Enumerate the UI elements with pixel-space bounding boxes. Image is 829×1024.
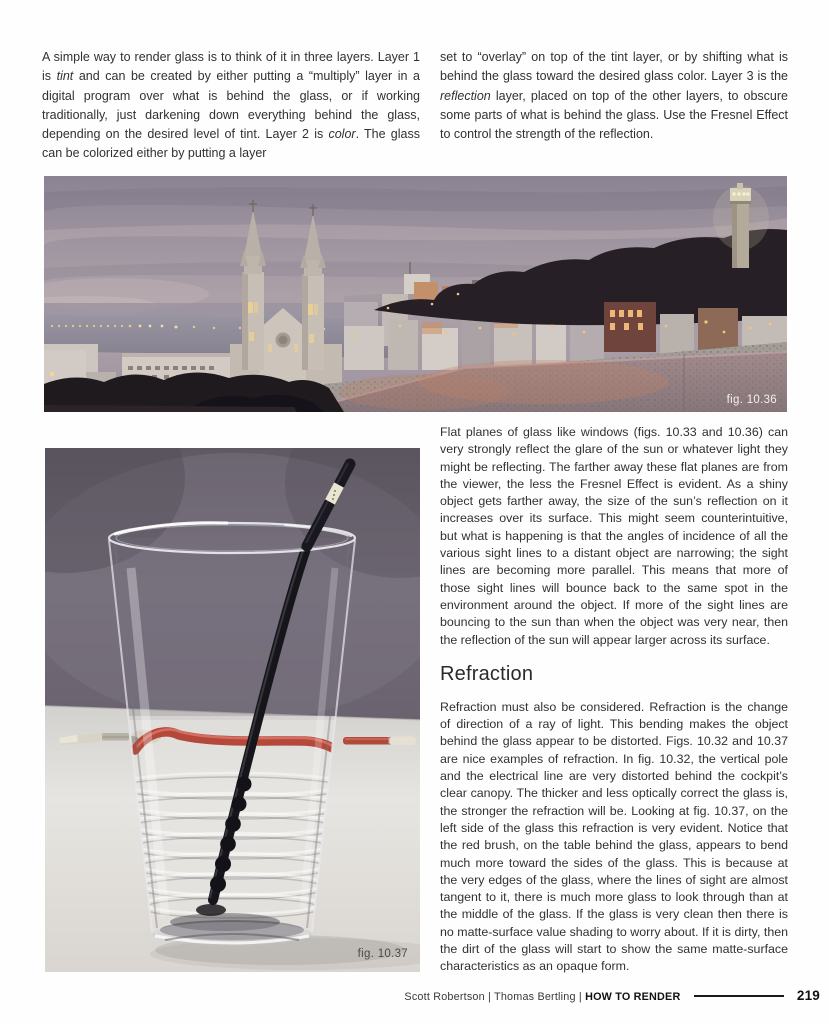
footer-page-number: 219	[796, 988, 820, 1003]
footer-authors: Scott Robertson | Thomas Bertling |	[404, 991, 582, 1003]
intro-left-paragraph	[42, 48, 420, 164]
intro-text: set to “overlay” on top of the tint layer, or by shifting what is behind the glass toward the desired glass color. Layer 3 is the	[440, 50, 788, 84]
body-paragraph-refraction: Refraction must also be considered. Refraction is the change of direction of a ray of light. This bending makes the object behind the glass appear to be distorted. Figs. 10.32 and 10.37 are nice examples of refraction. In fig. 10.32, the vertical pole and the electrical line are very distorted behind the cockpit’s clear canopy. The thicker and less optically correct the glass is, the stronger the refraction will be. Looking at fig. 10.37, on the left side of the glass this refraction is very evident. Notice that the red brush, on the table behind the glass, appears to bend much more toward the sides of the glass. This is because at the very edges of the glass, where the lines of sight are almost tangent to it, there is much more glass to look through than at the middle of the glass. If the glass is very clean then there is no matte-surface value shading to worry about. If it is dirty, then the dirt of the glass will start to show the same matte-surface characteristics as an opaque form.	[440, 699, 788, 974]
brush-handle-right	[343, 737, 416, 746]
intro-italic-tint: tint	[56, 69, 74, 84]
page-footer	[404, 988, 820, 1003]
footer-book-title: HOW TO RENDER	[585, 991, 681, 1003]
intro-italic-reflection: reflection	[440, 88, 491, 103]
body-paragraph-flat-planes: Flat planes of glass like windows (figs. 10.33 and 10.36) can very strongly reflect the glare of the sun or whatever light they might be reflecting. The farther away these flat planes are from the viewer, the less the Fresnel Effect is evident. As a shiny object gets farther away, the size of the sun’s reflection on it increases over its surface. This might seem counterintuitive, but what is happening is that the angles of incidence of all the various sight lines to a distant object are narrowing; the sight lines are becoming more parallel. This means that more of those sight lines will bounce back to the same spot in the environment around the object. If more of the sight lines are bouncing to the sun than when the object was very near, then the reflection of the sun will appear larger across its surface.	[440, 425, 788, 647]
figure-10-37	[45, 448, 420, 972]
intro-italic-color: color	[328, 127, 356, 142]
intro-text: . The glass can be colorized either by putting a layer	[42, 127, 420, 161]
figure-caption-10-36: fig. 10.36	[726, 394, 777, 406]
figure-caption-10-37: fig. 10.37	[357, 948, 408, 960]
figure-10-36	[44, 176, 787, 412]
city-dusk-photo	[44, 176, 787, 412]
glass-pencil-photo	[45, 448, 420, 972]
section-heading-refraction: Refraction	[440, 662, 534, 685]
intro-text: A simple way to render glass is to think of it in three layers. Layer 1 is	[42, 50, 420, 84]
intro-text: layer, placed on top of the other layers, to obscure some parts of what is behind the glass. Use the Fresnel Effect to control the strength of the reflection.	[440, 88, 788, 142]
intro-text: and can be created by either putting a “multiply” layer in a digital program over what is behind the glass, or if working traditionally, just darkening down everything behind the glass, depending on the desired level of tint. Layer 2 is	[42, 69, 420, 142]
right-column	[440, 424, 788, 976]
footer-rule	[694, 995, 784, 997]
intro-right-paragraph	[440, 48, 788, 144]
